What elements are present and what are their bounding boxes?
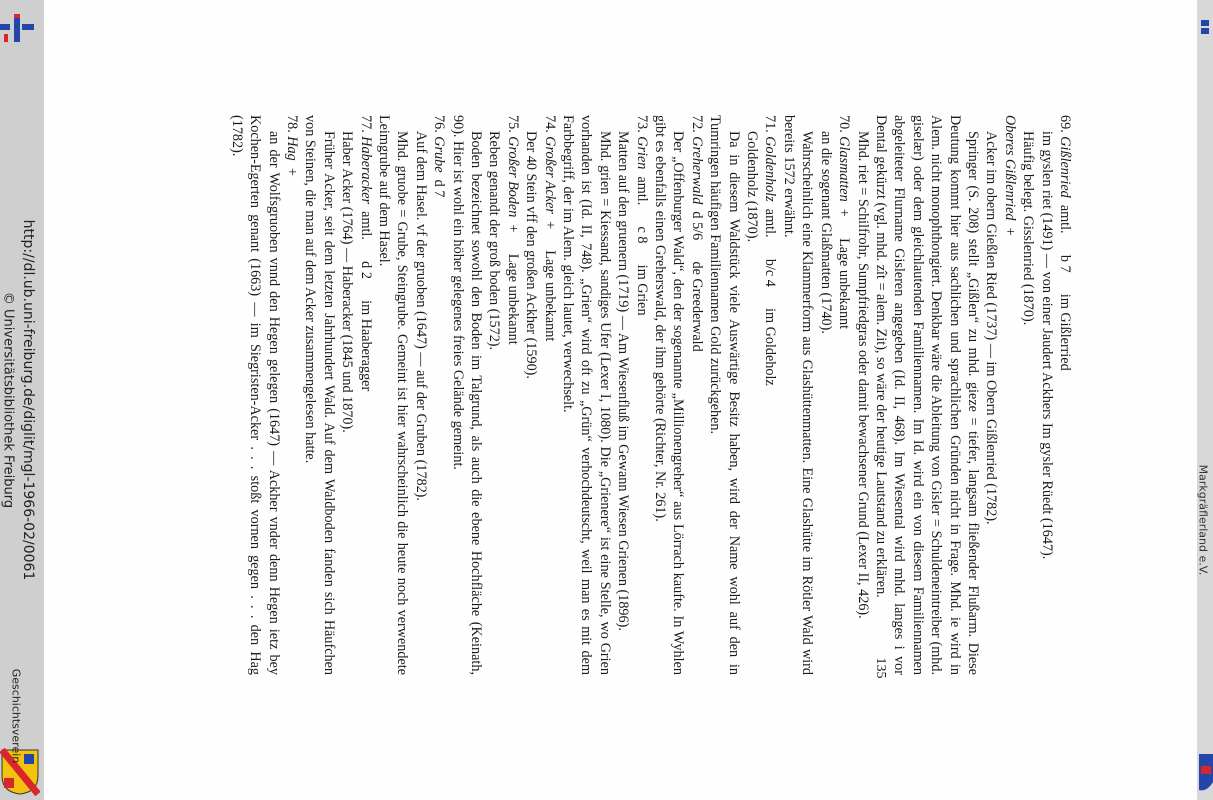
entry-term: Glasmatten <box>836 136 853 202</box>
right-caption: Markgräflerland e.V. <box>1196 464 1210 576</box>
entry-number: 78. <box>283 115 300 137</box>
entry-text: im gyslen riet (1491) — von einer Jaudert Ackhers Im gysler Rüedt (1647). <box>1038 131 1055 560</box>
entry-term: Goldenholz <box>762 136 779 202</box>
entry-text: Der „Offenburger Wald“, den der sogenannte „Millionengreher“ aus Lörrach kaufte. In Wyhlen gibt es ebenfalls einen Greherswald, der ihm gehörte (Richter, Nr. 261). <box>652 115 687 675</box>
entry-heading <box>503 115 521 675</box>
entry-number: 73. <box>633 115 650 137</box>
entry-meta: amtl. c 8 im Grien <box>633 169 650 316</box>
entry-heading <box>761 115 779 675</box>
document-url[interactable]: http://dl.ub.uni-freiburg.de/diglit/mgl-1966-02/0061 <box>20 219 36 581</box>
entry-text: Springer (S. 208) stellt „Gißlen“ zu mhd. gieze = tiefer, langsam fließender Flußarm. Diese Deutung kommt hier aus sachlichen und sprachlichen Gründen nicht in Frage. Mhd. ie wird in Alem. nicht monophthongiert. Denkbar wäre die Ableitung von Gisler = Schuldeneintreiber (mhd. giselær) oder dem gleichlautenden Familiennamen. Im Id. wird ein von diesem Familiennamen abgeleiteter Flurname Gisleren angegeben (Id. II, 468). Im Wiesental wird mhd. langes i vor Dental gekürzt (vgl. mhd. zît = alem. Zit), so wäre der heutige Lautstand zu erklären. <box>872 115 981 675</box>
entry-text: Wahrscheinlich eine Klammerform aus Glashüttenmatten. Eine Glashütte im Rötler Wald wird bereits 1572 erwähnt. <box>780 115 816 675</box>
entry-text: Mhd. gruobe = Grube, Steingrube. Gemeint ist hier wahrscheinlich die heute noch verwendete Leimgrube auf dem Hasel. <box>375 115 411 675</box>
entry-text: an die sogenant Glaßmatten (1740). <box>817 131 834 334</box>
entry-number: 75. <box>504 115 521 137</box>
entry-text: Haber Acker (1764) — Haberacker (1845 und 1870). <box>339 131 356 433</box>
right-margin-strip <box>1197 0 1213 800</box>
entry-term: Großer Boden <box>504 136 521 218</box>
page-text <box>214 115 1074 675</box>
entry-text: Mhd. grien = Kiessand, sandiges Ufer (Lexer I, 1080). Die „Grienere“ ist eine Stelle, wo Grien vorhanden ist (Id. II, 748). „Grien“ wird oft zu „Grün“ verhochdeutscht, weil man es mit dem Farbbegriff, der im Alem. gleich lautet, verwechselt. <box>560 115 613 675</box>
copyright-notice: © Universitätsbibliothek Freiburg <box>0 291 16 509</box>
entry-heading <box>356 115 374 675</box>
entry-meta: d 5/6 de Greederwald <box>688 204 705 352</box>
publisher-label: Geschichtsverein <box>9 668 23 764</box>
entry-heading <box>1056 115 1074 675</box>
entry-text: Früher Acker, seit dem letzten Jahrhundert Wald. Auf dem Waldboden fanden sich Häufchen von Steinen, die man auf dem Acker zusammengelesen hatte. <box>302 115 337 675</box>
entry-text: Auf dem Hasel. vf der gruoben (1647) — auf der Gruben (1782). <box>412 131 429 501</box>
entry-term: Grube <box>431 136 448 173</box>
entry-number: 77. <box>357 115 374 137</box>
library-logo-icon <box>0 14 36 44</box>
entry-text: Matten auf den gruenern (1719) — Am Wiesenfluß im Gewann Wiesen Grienen (1896). <box>615 131 632 631</box>
entry-meta: amtl. d 2 im Haaberagger <box>357 204 374 392</box>
entry-text: Da in diesem Waldstück viele Auswärtige Besitz haben, wird der Name wohl auf den in Tumringen häufigen Familiennamen Gold zurückgehen. <box>707 115 742 675</box>
entry-meta: amtl. b 7 im Gißlerried <box>1057 197 1073 371</box>
entry-number: 69. <box>1057 115 1073 137</box>
entry-text: Boden bezeichnet sowohl den Boden im Talgrund, als auch die ebene Hochfläche (Keinath, 90). Hier ist wohl ein höher gelegenes freies Gelände gemeint. <box>449 115 484 675</box>
page-number: 135 <box>873 657 888 679</box>
entry-heading <box>1000 115 1018 675</box>
entry-text: Der 40 Stein vff den großen Ackher (1590). <box>523 131 540 379</box>
entry-heading <box>835 115 853 675</box>
entry-meta: + Lage unbekannt <box>541 213 558 342</box>
entry-meta: + Lage unbekannt <box>836 201 853 330</box>
entry-text: Mhd. riet = Schilfrohr, Sumpfriedgras oder damit bewachsener Grund (Lexer II, 426). <box>854 131 871 619</box>
entry-text: Reben genandt der groß boden (1572). <box>486 131 503 351</box>
entry-term: Greherwald <box>688 136 705 205</box>
entry-meta: + Lage unbekannt <box>504 217 521 345</box>
entry-number: 76. <box>431 115 448 137</box>
entry-term: Haberacker <box>357 136 374 205</box>
entry-meta: d 7 <box>431 172 448 198</box>
entry-heading <box>283 115 301 675</box>
logo-fragment-icon <box>1201 20 1209 34</box>
entry-term: Großer Acker <box>541 136 558 214</box>
entry-number: 70. <box>836 115 853 137</box>
entry-text: an der Wolfsgruoben vnnd den Hegen gelegen (1647) — Ackher vnder denn Hegen ietz bey Kochen-Egerten genant (1663) — im Siegristen-Acker . . . stoßt vornen gegen . . . den Hag (1782). <box>228 115 282 675</box>
entry-text: Häufig belegt. Gisslenried (1870). <box>1020 131 1037 326</box>
entry-number: 72. <box>688 115 705 137</box>
entry-heading <box>687 115 705 675</box>
entry-term: Oberes Gißlenried <box>1001 115 1018 221</box>
entry-heading <box>540 115 558 675</box>
entry-heading <box>632 115 650 675</box>
entry-term: Hag <box>283 136 300 161</box>
entry-meta: amtl. b/c 4 im Goldeholz <box>762 201 779 386</box>
entry-number: 74. <box>541 115 558 137</box>
entry-text: Acker im obern Gießlen Ried (1737) — im Obern Gißlenried (1782). <box>983 131 1000 525</box>
entry-term: Grien <box>633 136 650 170</box>
entry-meta: + <box>1001 220 1018 236</box>
entry-meta: + <box>283 160 300 176</box>
entry-text: Goldenholz (1870). <box>744 131 761 243</box>
entry-number: 71. <box>762 115 779 137</box>
entry-heading <box>430 115 448 675</box>
entry-term: Gißlenried <box>1057 136 1073 198</box>
coat-of-arms-fragment-icon <box>1199 752 1213 792</box>
